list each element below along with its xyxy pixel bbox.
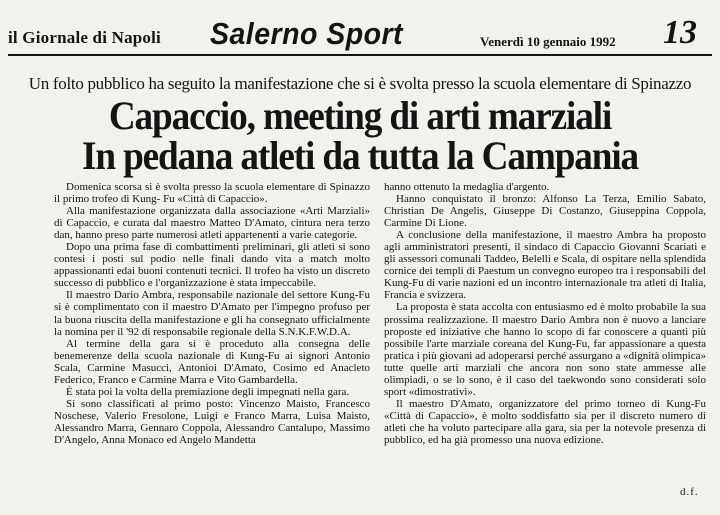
page-number: 13 bbox=[663, 14, 697, 51]
newspaper-name: il Giornale di Napoli bbox=[8, 28, 161, 47]
headline-line-2: In pedana atleti da tutta la Campania bbox=[81, 133, 639, 178]
section-title: Salerno Sport bbox=[210, 16, 403, 51]
paragraph: Dopo una prima fase di combattimenti preliminari, gli atleti si sono contesi i posti sul podio nelle finali dando vita a match molto appassionanti edai buoni contenuti tecnici. Il trofeo ha visto un discreto successo di pubblico e l'organizzazione è stata impeccabile. bbox=[54, 241, 370, 290]
paragraph: Il maestro D'Amato, organizzatore del primo torneo di Kung-Fu «Città di Capaccio», è molto soddisfatto sia per il discreto numero di atleti che ha voluto partecipare alla gara, sia per la notevole presenza di pubblico, ed ha già promesso una nuova edizione. bbox=[384, 397, 706, 446]
headline-line-1: Capaccio, meeting di arti marziali bbox=[108, 93, 612, 138]
masthead bbox=[8, 14, 712, 56]
publication-date: Venerdì 10 gennaio 1992 bbox=[480, 34, 616, 49]
paragraph: Il maestro Dario Ambra, responsabile nazionale del settore Kung-Fu si è complimentato con il maestro D'Amato per l'impegno profuso per la buona riuscita della manifestazione e gli ha consegnato ufficialmente la nomina per il '92 di responsabile regionale della S.N.K.F.W.D.A. bbox=[54, 289, 370, 338]
author-signature: d.f. bbox=[680, 486, 699, 498]
article-column-left bbox=[54, 181, 370, 446]
paragraph: Hanno conquistato il bronzo: Alfonso La Terza, Emilio Sabato, Christian De Angelis, Giuseppe Di Costanzo, Giuseppina Coppola, Carmine Di Lione. bbox=[384, 193, 706, 230]
paragraph: A conclusione della manifestazione, il maestro Ambra ha proposto agli amministratori presenti, il sindaco di Capaccio Giovanni Scariati e gli assessori comunali Taddeo, Belelli e Scala, di ospitare nella splendida cornice dei templi di Paestum un convegno europeo tra i responsabili del Kung-Fu di varie nazioni ed un incontro internazionale tra atleti di Italia, Francia e svizzera. bbox=[384, 229, 706, 302]
paragraph: La proposta è stata accolta con entusiasmo ed è molto probabile la sua prossima realizzazione. Il maestro Dario Ambra non è nuovo a lanciare proposte ed iniziative che hanno lo scopo di far conoscere a quanti più possibile l'arte marziale coreana del Kung-Fu, far appassionare a questa pratica i più giovani ad adoperarsi perché assurgano a «dignità olimpica» tutte quelle arti marziali che ancora non sono state ammesse alle olimpiadi, o se lo sono, è il caso del taekwondo sono considerati solo sport «dimostrativi». bbox=[384, 301, 706, 398]
paragraph: È stata poi la volta della premiazione degli impegnati nella gara. bbox=[66, 385, 350, 398]
article-kicker: Un folto pubblico ha seguito la manifestazione che si è svolta presso la scuola elementare di Spinazzo bbox=[28, 74, 692, 93]
paragraph-continuation: hanno ottenuto la medaglia d'argento. bbox=[384, 181, 550, 193]
paragraph: Domenica scorsa si è svolta presso la scuola elementare di Spinazzo il primo trofeo di Kung- Fu «Città di Capaccio». bbox=[54, 181, 370, 206]
paragraph: Alla manifestazione organizzata dalla associazione «Arti Marziali» di Capaccio, e curata dal maestro Matteo D'Amato, cintura nera terzo dan, hanno preso parte numerosi atleti appartenenti a varie categorie. bbox=[54, 205, 370, 242]
paragraph: Al termine della gara si è proceduto alla consegna delle benemerenze della scuola nazionale di Kung-Fu ai signori Antonio Scala, Carmine Masucci, Antonioi D'Amato, Cosimo ed Anacleto Federico, Franco e Carmine Marra e Vito Gambardella. bbox=[54, 337, 370, 386]
paragraph: Si sono classificati al primo posto: Vincenzo Maisto, Francesco Noschese, Valerio Fresolone, Luigi e Franco Marra, Luisa Maisto, Alessandro Marra, Gennaro Coppola, Alessandro Cantalupo, Massimo D'Angelo, Anna Monaco ed Angelo Mandetta bbox=[54, 397, 370, 446]
article-column-right bbox=[384, 181, 706, 446]
